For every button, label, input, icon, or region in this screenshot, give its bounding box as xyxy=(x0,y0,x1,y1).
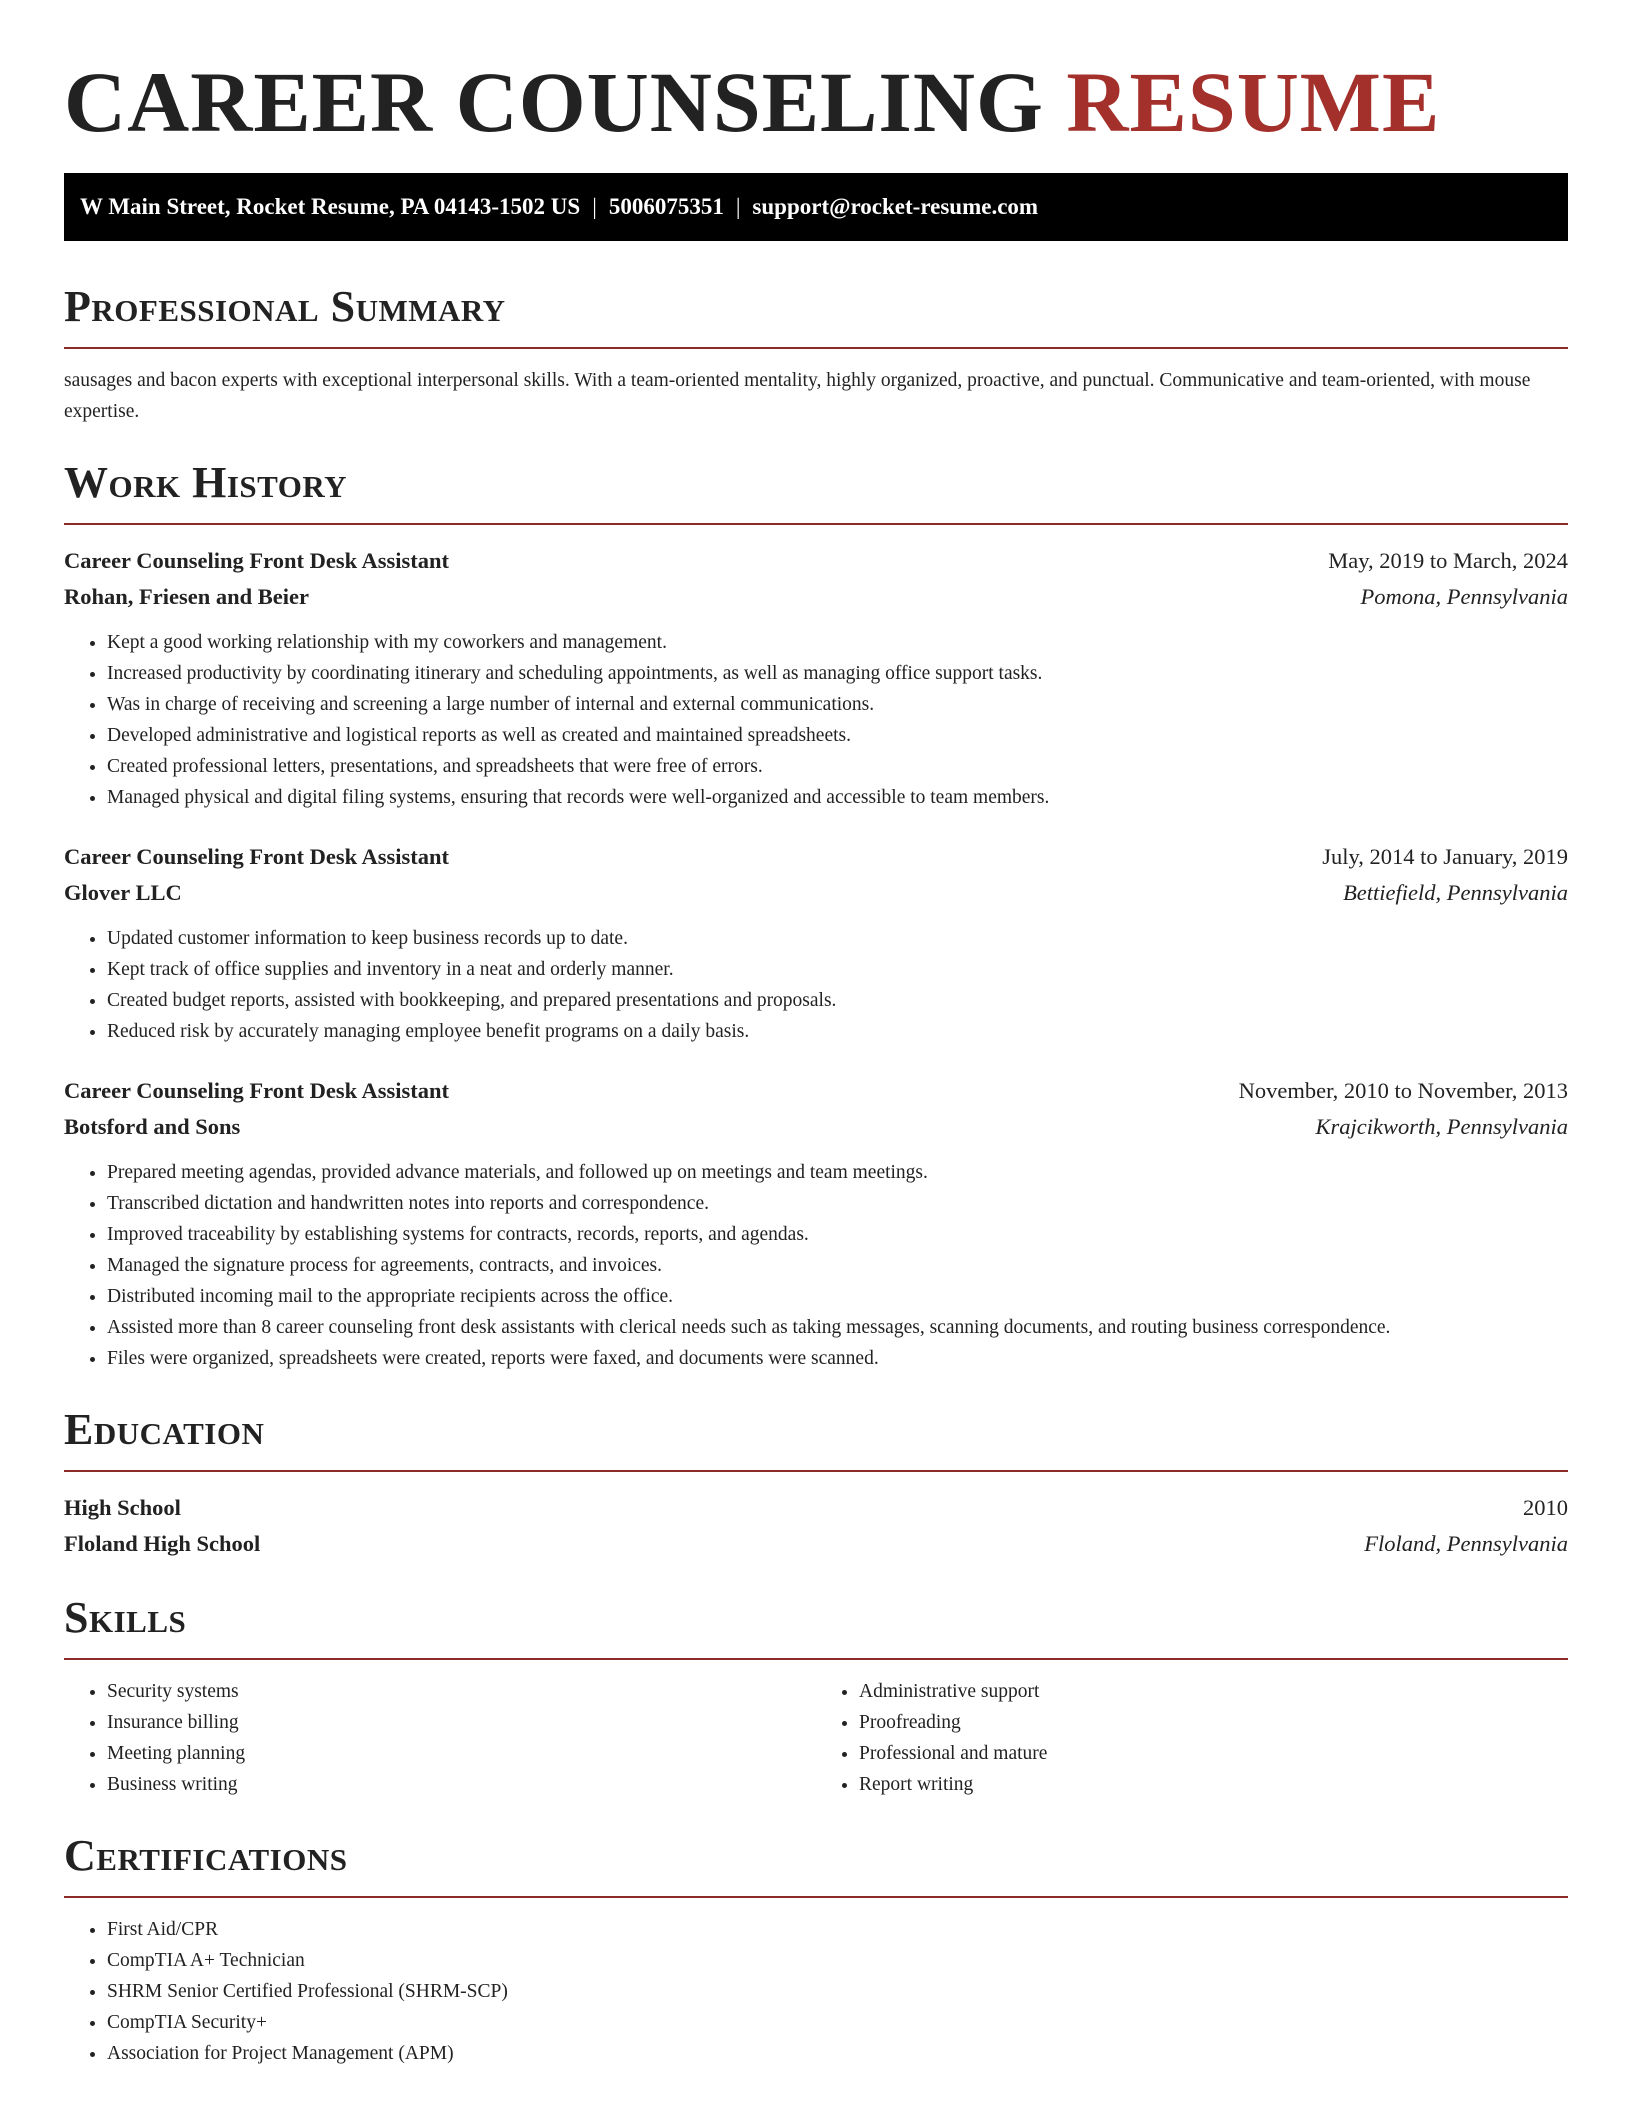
education-section xyxy=(64,1404,1568,1562)
section-divider xyxy=(64,1896,1568,1898)
duty-item: • Distributed incoming mail to the appropriate recipients across the office. xyxy=(107,1281,1568,1312)
title-main: CAREER COUNSELING xyxy=(64,54,1044,150)
job-dates: July, 2014 to January, 2019 xyxy=(1322,844,1568,869)
section-heading-work: Work History xyxy=(64,458,348,507)
job-header xyxy=(64,1073,1568,1109)
certification-item: • CompTIA Security+ xyxy=(107,2007,1568,2038)
summary-section xyxy=(64,281,1568,427)
certification-item: • SHRM Senior Certified Professional (SHRM-SCP) xyxy=(107,1976,1568,2007)
job-location: Pomona, Pennsylvania xyxy=(1360,584,1568,609)
skill-item: • Report writing xyxy=(859,1769,1568,1800)
education-year: 2010 xyxy=(1523,1495,1568,1520)
duty-item: • Created professional letters, presentations, and spreadsheets that were free of errors. xyxy=(107,751,1568,782)
work-history-section xyxy=(64,457,1568,1374)
contact-phone: 5006075351 xyxy=(608,194,724,219)
job-dates: November, 2010 to November, 2013 xyxy=(1238,1078,1568,1103)
section-heading-summary: Professional Summary xyxy=(64,282,506,331)
section-divider xyxy=(64,347,1568,349)
skill-item: • Meeting planning xyxy=(107,1738,816,1769)
duty-item: • Was in charge of receiving and screening a large number of internal and external communications. xyxy=(107,689,1568,720)
duty-item: • Transcribed dictation and handwritten notes into reports and correspondence. xyxy=(107,1188,1568,1219)
certifications-list xyxy=(64,1914,1568,2069)
duty-item: • Assisted more than 8 career counseling front desk assistants with clerical needs such as taking messages, scanning documents, and routing business correspondence. xyxy=(107,1312,1568,1343)
contact-email[interactable]: support@rocket-resume.com xyxy=(752,194,1039,219)
skills-column-right xyxy=(816,1676,1568,1800)
job-entry xyxy=(64,543,1568,813)
duty-item: • Updated customer information to keep business records up to date. xyxy=(107,923,1568,954)
contact-separator: | xyxy=(592,194,597,219)
education-school: Floland High School xyxy=(64,1531,261,1556)
job-company: Rohan, Friesen and Beier xyxy=(64,584,309,609)
title-accent: RESUME xyxy=(1066,54,1441,150)
duty-item: • Kept a good working relationship with my coworkers and management. xyxy=(107,627,1568,658)
skills-column-left xyxy=(64,1676,816,1800)
contact-address: W Main Street, Rocket Resume, PA 04143-1502 US xyxy=(80,194,581,219)
job-header xyxy=(64,839,1568,875)
education-subheader xyxy=(64,1526,1568,1562)
job-entry xyxy=(64,1073,1568,1374)
education-location: Floland, Pennsylvania xyxy=(1364,1531,1568,1556)
duty-item: • Increased productivity by coordinating itinerary and scheduling appointments, as well as managing office support tasks. xyxy=(107,658,1568,689)
skill-item: • Security systems xyxy=(107,1676,816,1707)
job-duties xyxy=(64,627,1568,813)
job-company: Glover LLC xyxy=(64,880,182,905)
skill-item: • Insurance billing xyxy=(107,1707,816,1738)
section-divider xyxy=(64,523,1568,525)
job-location: Krajcikworth, Pennsylvania xyxy=(1315,1114,1568,1139)
duty-item: • Managed the signature process for agreements, contracts, and invoices. xyxy=(107,1250,1568,1281)
job-subheader xyxy=(64,1109,1568,1145)
job-header xyxy=(64,543,1568,579)
job-subheader xyxy=(64,579,1568,615)
duty-item: • Improved traceability by establishing systems for contracts, records, reports, and agendas. xyxy=(107,1219,1568,1250)
section-heading-education: Education xyxy=(64,1405,265,1454)
skill-item: • Administrative support xyxy=(859,1676,1568,1707)
job-subheader xyxy=(64,875,1568,911)
duty-item: • Kept track of office supplies and inventory in a neat and orderly manner. xyxy=(107,954,1568,985)
education-header xyxy=(64,1490,1568,1526)
duty-item: • Created budget reports, assisted with bookkeeping, and prepared presentations and proposals. xyxy=(107,985,1568,1016)
duty-item: • Managed physical and digital filing systems, ensuring that records were well-organized and accessible to team members. xyxy=(107,782,1568,813)
duty-item: • Reduced risk by accurately managing employee benefit programs on a daily basis. xyxy=(107,1016,1568,1047)
skill-item: • Business writing xyxy=(107,1769,816,1800)
job-title: Career Counseling Front Desk Assistant xyxy=(64,1078,450,1103)
summary-text: sausages and bacon experts with exceptional interpersonal skills. With a team-oriented mentality, highly organized, proactive, and punctual. Communicative and team-oriented, with mouse expertise. xyxy=(64,370,1531,422)
education-entry xyxy=(64,1490,1568,1562)
certification-item: • First Aid/CPR xyxy=(107,1914,1568,1945)
job-dates: May, 2019 to March, 2024 xyxy=(1328,548,1568,573)
resume-title xyxy=(64,52,1568,152)
section-divider xyxy=(64,1470,1568,1472)
duty-item: • Prepared meeting agendas, provided advance materials, and followed up on meetings and team meetings. xyxy=(107,1157,1568,1188)
education-degree: High School xyxy=(64,1495,181,1520)
job-title: Career Counseling Front Desk Assistant xyxy=(64,844,450,869)
section-heading-certifications: Certifications xyxy=(64,1831,348,1880)
skills-columns xyxy=(64,1676,1568,1800)
job-entry xyxy=(64,839,1568,1047)
contact-separator: | xyxy=(735,194,741,219)
job-company: Botsford and Sons xyxy=(64,1114,241,1139)
certification-item: • CompTIA A+ Technician xyxy=(107,1945,1568,1976)
skill-item: • Proofreading xyxy=(859,1707,1568,1738)
job-location: Bettiefield, Pennsylvania xyxy=(1343,880,1568,905)
section-divider xyxy=(64,1658,1568,1660)
job-duties xyxy=(64,923,1568,1047)
certifications-section xyxy=(64,1830,1568,2069)
section-heading-skills: Skills xyxy=(64,1593,187,1642)
duty-item: • Developed administrative and logistical reports as well as created and maintained spreadsheets. xyxy=(107,720,1568,751)
certification-item: • Association for Project Management (APM) xyxy=(107,2038,1568,2069)
contact-bar xyxy=(64,173,1568,241)
job-title: Career Counseling Front Desk Assistant xyxy=(64,548,450,573)
skill-item: • Professional and mature xyxy=(859,1738,1568,1769)
skills-section xyxy=(64,1592,1568,1800)
duty-item: • Files were organized, spreadsheets were created, reports were faxed, and documents were scanned. xyxy=(107,1343,1568,1374)
job-duties xyxy=(64,1157,1568,1374)
